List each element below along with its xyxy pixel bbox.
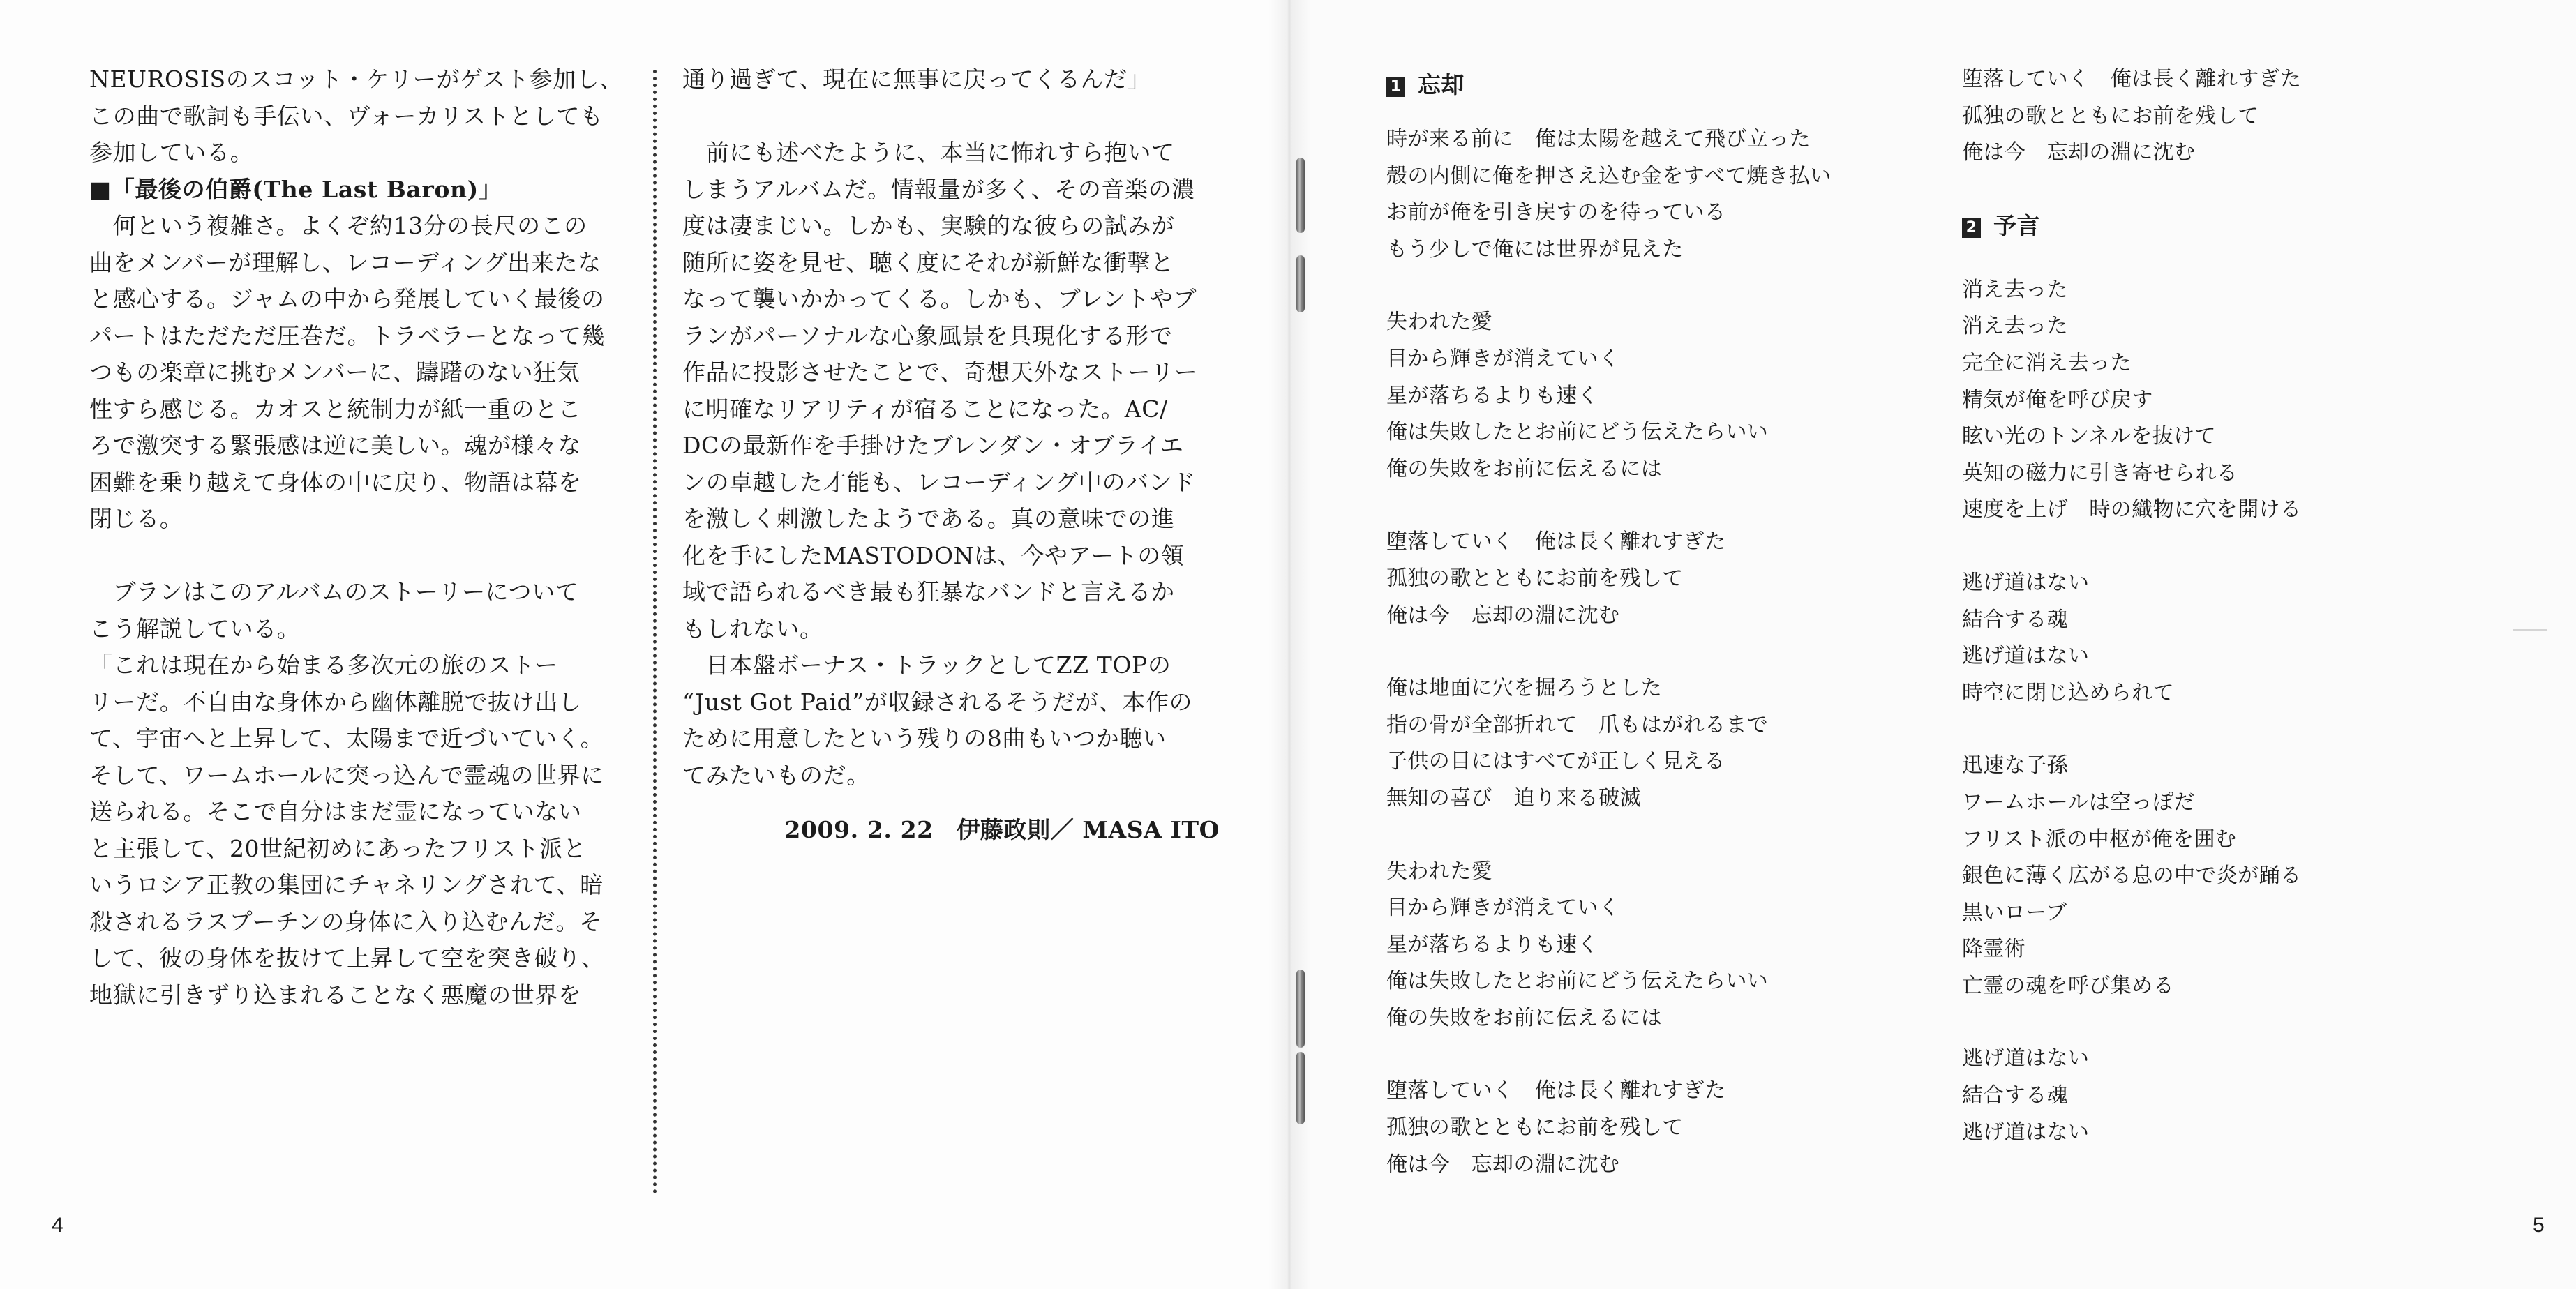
text-line: ランがパーソナルな心象風景を具現化する形で bbox=[682, 322, 1173, 349]
lyric-line: 失われた愛 bbox=[1386, 859, 1492, 884]
song-heading-last-baron: ■「最後の伯爵(The Last Baron)」 bbox=[89, 175, 502, 203]
lyric-line: 完全に消え去った bbox=[1962, 350, 2132, 375]
text-line: 困難を乗り越えて身体の中に戻り、物語は幕を bbox=[89, 468, 582, 496]
essay-column-2 bbox=[682, 61, 1220, 849]
lyric-line: 時が来る前に 俺は太陽を越えて飛び立った bbox=[1386, 127, 1811, 151]
staple-bottom-1 bbox=[1296, 970, 1305, 1048]
lyric-stanza bbox=[1386, 524, 1945, 634]
lyric-stanza bbox=[1386, 304, 1945, 488]
lyric-line: 孤独の歌とともにお前を残して bbox=[1962, 103, 2259, 128]
column-divider bbox=[653, 70, 657, 1194]
lyric-stanza bbox=[1386, 854, 1945, 1037]
track-number-badge: 2 bbox=[1962, 218, 1981, 238]
song-heading-1 bbox=[1386, 67, 1945, 103]
lyric-line: お前が俺を引き戻すのを待っている bbox=[1386, 200, 1726, 225]
lyric-line: 時空に閉じ込められて bbox=[1962, 680, 2174, 705]
lyric-line: 消え去った bbox=[1962, 277, 2068, 302]
lyric-line: 指の骨が全部折れて 爪もはがれるまで bbox=[1386, 712, 1769, 737]
song-heading-2 bbox=[1962, 208, 2520, 244]
lyric-line: 速度を上げ 時の織物に穴を開ける bbox=[1962, 497, 2302, 522]
text-line: して、彼の身体を抜けて上昇して空を突き破り、 bbox=[89, 944, 605, 972]
text-line: 度は凄まじい。しかも、実験的な彼らの試みが bbox=[682, 212, 1175, 239]
essay-column-1 bbox=[89, 61, 641, 1013]
lyric-line: 亡霊の魂を呼び集める bbox=[1962, 973, 2174, 998]
lyric-stanza bbox=[1962, 1041, 2520, 1151]
text-line: 送られる。そこで自分はまだ霊になっていない bbox=[89, 798, 582, 825]
text-line: 通り過ぎて、現在に無事に戻ってくるんだ」 bbox=[682, 66, 1151, 93]
text-line: パートはただただ圧巻だ。トラベラーとなって幾 bbox=[89, 322, 606, 349]
text-line: そして、ワームホールに突っ込んで霊魂の世界に bbox=[89, 761, 604, 789]
staple-top-1 bbox=[1296, 158, 1305, 233]
lyric-line: 英知の磁力に引き寄せられる bbox=[1962, 460, 2238, 485]
lyric-stanza bbox=[1962, 61, 2520, 172]
lyric-line: 俺は失敗したとお前にどう伝えたらいい bbox=[1386, 969, 1769, 994]
text-line: てみたいものだ。 bbox=[682, 761, 870, 789]
lyric-line: 黒いローブ bbox=[1962, 900, 2067, 925]
lyric-line: 逃げ道はない bbox=[1962, 1120, 2090, 1145]
lyric-line: 消え去った bbox=[1962, 314, 2068, 339]
lyric-stanza bbox=[1962, 565, 2520, 711]
lyric-line: 結合する魂 bbox=[1962, 1083, 2068, 1108]
text-line: 閉じる。 bbox=[89, 505, 184, 532]
text-line: なって襲いかかってくる。しかも、ブレントやブ bbox=[682, 285, 1197, 312]
paragraph-gap bbox=[89, 538, 641, 575]
lyric-line: 無知の喜び 迫り来る破滅 bbox=[1386, 785, 1641, 811]
text-line: いうロシア正教の集団にチャネリングされて、暗 bbox=[89, 871, 604, 898]
lyric-line: 堕落していく 俺は長く離れすぎた bbox=[1386, 1078, 1726, 1103]
lyric-stanza bbox=[1962, 272, 2520, 529]
lyric-line: 俺は今 忘却の淵に沈む bbox=[1386, 1152, 1620, 1177]
lyric-line: 目から輝きが消えていく bbox=[1386, 346, 1620, 371]
text-line: 域で語られるべき最も狂暴なバンドと言えるか bbox=[682, 578, 1175, 605]
text-line: 「これは現在から始まる多次元の旅のストー bbox=[89, 651, 558, 679]
lyric-line: 殻の内側に俺を押さえ込む金をすべて焼き払い bbox=[1386, 163, 1832, 188]
song-title: 予言 bbox=[1993, 211, 2040, 239]
text-line: DCの最新作を手掛けたブレンダン・オブライエ bbox=[682, 432, 1184, 459]
lyric-stanza bbox=[1962, 748, 2520, 1004]
lyric-line: 堕落していく 俺は長く離れすぎた bbox=[1962, 67, 2302, 91]
text-line: 性すら感じる。カオスと統制力が紙一重のとこ bbox=[89, 395, 582, 423]
text-line: 曲をメンバーが理解し、レコーディング出来たな bbox=[89, 248, 601, 276]
lyric-line: 迅速な子孫 bbox=[1962, 753, 2068, 778]
page-number-right: 5 bbox=[2533, 1214, 2545, 1237]
lyric-line: 俺の失敗をお前に伝えるには bbox=[1386, 456, 1663, 481]
text-line: “Just Got Paid”が収録されるそうだが、本作の bbox=[682, 688, 1193, 716]
lyric-line: 俺は今 忘却の淵に沈む bbox=[1962, 140, 2196, 165]
text-line: 参加している。 bbox=[89, 139, 254, 166]
staple-bottom-2 bbox=[1296, 1052, 1305, 1124]
paragraph-gap bbox=[682, 98, 1220, 135]
lyric-line: 失われた愛 bbox=[1386, 310, 1492, 335]
lyric-line: 堕落していく 俺は長く離れすぎた bbox=[1386, 529, 1726, 555]
lyric-line: フリスト派の中枢が俺を囲む bbox=[1962, 827, 2237, 852]
lyrics-column-2 bbox=[1962, 61, 2520, 1151]
lyric-line: 銀色に薄く広がる息の中で炎が踊る bbox=[1962, 864, 2302, 889]
text-line: もしれない。 bbox=[682, 615, 823, 642]
text-line: て、宇宙へと上昇して、太陽まで近づいていく。 bbox=[89, 725, 604, 752]
lyric-line: 子供の目にはすべてが正しく見える bbox=[1386, 749, 1725, 774]
lyric-stanza bbox=[1386, 1073, 1945, 1183]
lyric-line: 俺の失敗をお前に伝えるには bbox=[1386, 1005, 1663, 1030]
text-line: 地獄に引きずり込まれることなく悪魔の世界を bbox=[89, 981, 582, 1009]
song-title: 忘却 bbox=[1418, 71, 1465, 98]
text-line: NEUROSISのスコット・ケリーがゲスト参加し、 bbox=[89, 66, 623, 93]
lyric-line: 逃げ道はない bbox=[1962, 1046, 2090, 1071]
text-line: と感心する。ジャムの中から発展していく最後の bbox=[89, 285, 605, 312]
lyric-line: 俺は失敗したとお前にどう伝えたらいい bbox=[1386, 420, 1769, 445]
lyric-line: 目から輝きが消えていく bbox=[1386, 896, 1620, 921]
lyric-line: 孤独の歌とともにお前を残して bbox=[1386, 566, 1684, 591]
text-line: こう解説している。 bbox=[89, 615, 301, 642]
page-number-left: 4 bbox=[52, 1214, 63, 1237]
text-line: この曲で歌詞も手伝い、ヴォーカリストとしても bbox=[89, 102, 604, 130]
lyric-stanza bbox=[1386, 670, 1945, 817]
lyric-line: 眩い光のトンネルを抜けて bbox=[1962, 424, 2216, 449]
lyric-line: 降霊術 bbox=[1962, 937, 2026, 962]
text-line: リーだ。不自由な身体から幽体離脱で抜け出し bbox=[89, 688, 582, 716]
staple-top-2 bbox=[1296, 255, 1305, 312]
lyric-line: もう少しで俺には世界が見えた bbox=[1386, 236, 1684, 262]
text-line: ために用意したという残りの8曲もいつか聴い bbox=[682, 725, 1167, 752]
text-line: 化を手にしたMASTODONは、今やアートの領 bbox=[682, 541, 1185, 569]
lyric-line: ワームホールは空っぽだ bbox=[1962, 790, 2195, 815]
lyric-line: 結合する魂 bbox=[1962, 607, 2068, 632]
lyric-line: 逃げ道はない bbox=[1962, 644, 2090, 669]
lyric-line: 俺は今 忘却の淵に沈む bbox=[1386, 603, 1620, 628]
text-line: ブランはこのアルバムのストーリーについて bbox=[89, 578, 579, 605]
lyric-line: 逃げ道はない bbox=[1962, 570, 2090, 595]
lyric-line: 精気が俺を呼び戻す bbox=[1962, 387, 2153, 412]
text-line: に明確なリアリティが宿ることになった。AC/ bbox=[682, 395, 1168, 423]
text-line: 随所に姿を見せ、聴く度にそれが新鮮な衝撃と bbox=[682, 248, 1174, 276]
text-line: ンの卓越した才能も、レコーディング中のバンド bbox=[682, 468, 1196, 496]
text-line: ろで激突する緊張感は逆に美しい。魂が様々な bbox=[89, 432, 582, 459]
text-line: を激しく刺激したようである。真の意味での進 bbox=[682, 505, 1175, 532]
text-line: と主張して、20世紀初めにあったフリスト派と bbox=[89, 834, 587, 862]
text-line: 何という複雑さ。よくぞ約13分の長尺のこの bbox=[89, 212, 587, 239]
text-line: つもの楽章に挑むメンバーに、躊躇のない狂気 bbox=[89, 359, 581, 386]
author-signature: 2009. 2. 22 伊藤政則／ MASA ITO bbox=[784, 816, 1220, 843]
lyric-line: 俺は地面に穴を掘ろうとした bbox=[1386, 676, 1663, 701]
lyrics-column-1 bbox=[1386, 67, 1945, 1183]
lyric-line: 星が落ちるよりも速く bbox=[1386, 383, 1598, 408]
text-line: 殺されるラスプーチンの身体に入り込むんだ。そ bbox=[89, 907, 603, 935]
text-line: 日本盤ボーナス・トラックとしてZZ TOPの bbox=[682, 651, 1171, 679]
text-line: しまうアルバムだ。情報量が多く、その音楽の濃 bbox=[682, 175, 1195, 203]
track-number-badge: 1 bbox=[1386, 77, 1405, 97]
text-line: 作品に投影させたことで、奇想天外なストーリー bbox=[682, 359, 1198, 386]
lyric-line: 星が落ちるよりも速く bbox=[1386, 932, 1598, 957]
text-line: 前にも述べたように、本当に怖れすら抱いて bbox=[682, 139, 1175, 166]
lyric-stanza bbox=[1386, 121, 1945, 268]
lyric-line: 孤独の歌とともにお前を残して bbox=[1386, 1115, 1684, 1140]
